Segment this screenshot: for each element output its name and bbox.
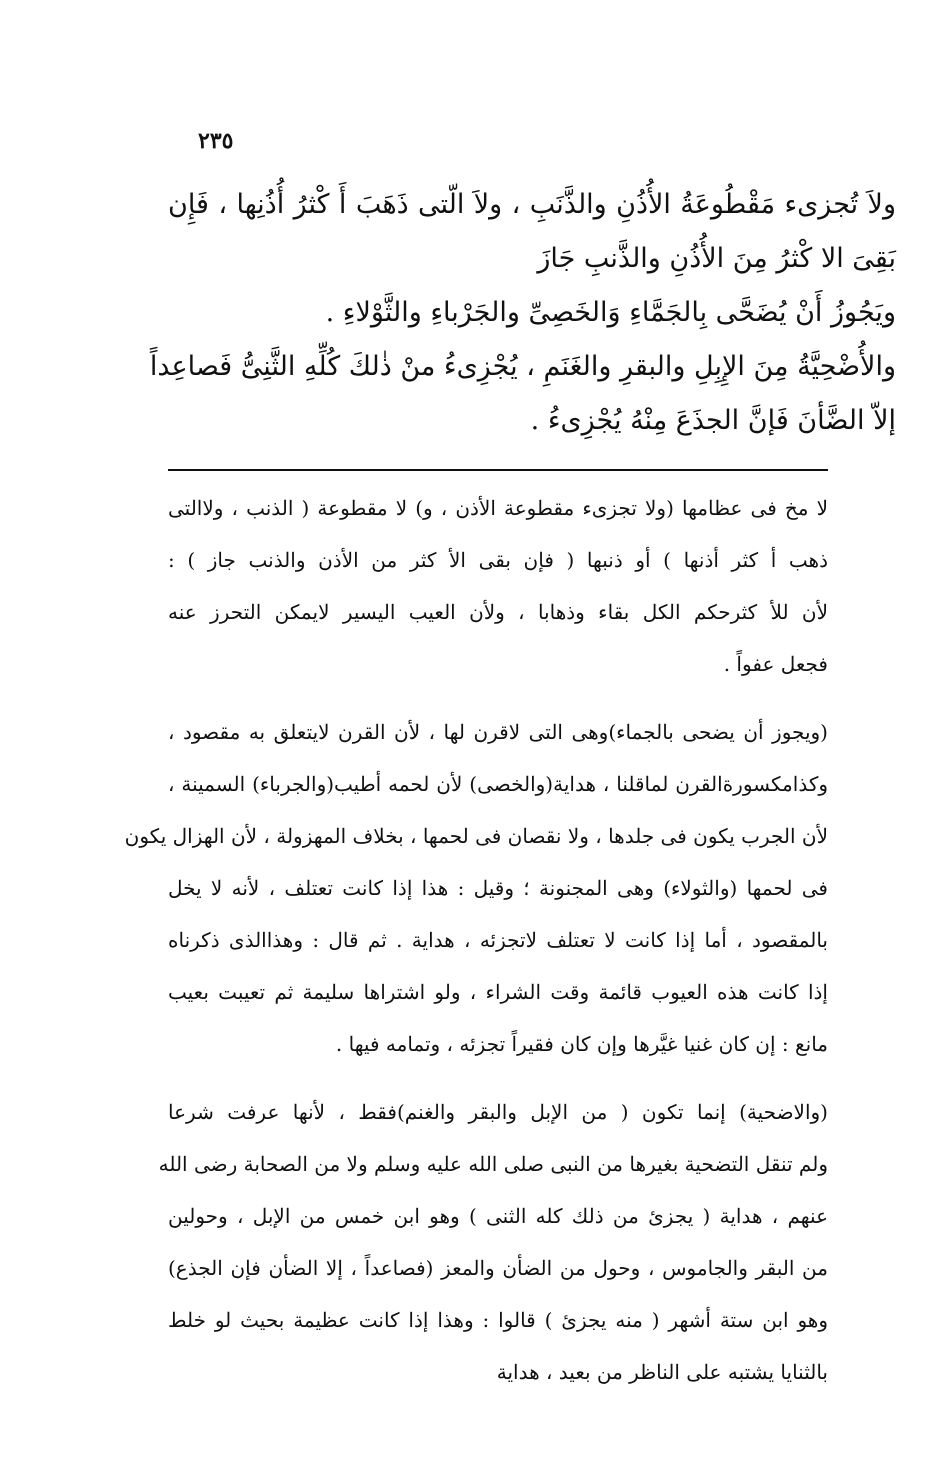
commentary-line: فى لحمها (والثولاء) وهى المجنونة ؛ وقيل : هذا إذا كانت تعتلف ، لأنه لا يخل [168, 876, 828, 900]
commentary-line: ذهب أ كثر أذنها ) أو ذنبها ( فإن بقى الأ كثر من الأذن والذنب جاز ) : [168, 548, 828, 572]
commentary-paragraph [158, 1086, 828, 1398]
commentary-line: من البقر والجاموس ، وحول من الضأن والمعز (فصاعداً ، إلا الضأن فإن الجذع) [168, 1256, 828, 1280]
commentary-line: ولم تنقل التضحية بغيرها من النبى صلى الله عليه وسلم ولا من الصحابة رضى الله [158, 1152, 828, 1176]
commentary-line: بالثنايا يشتبه على الناظر من بعيد ، هداية [496, 1360, 828, 1384]
commentary-line: (والاضحية) إنما تكون ( من الإبل والبقر والغنم)فقط ، لأنها عرفت شرعا [168, 1100, 828, 1124]
section-divider [168, 469, 828, 471]
commentary-block [124, 482, 828, 1398]
main-text-line: ويَجُوزُ أَنْ يُضَحَّى بِالجَمَّاءِ وَالخَصِىِّ والجَرْباءِ والثَّوْلاءِ . [325, 297, 896, 328]
commentary-line: بالمقصود ، أما إذا كانت لا تعتلف لاتجزئه ، هداية . ثم قال : وهذاالذى ذكرناه [168, 928, 828, 952]
main-text-line: إلاّ الضَّأنَ فَإنَّ الجذَعَ مِنْهُ يُجْزِىءُ . [530, 405, 896, 436]
main-text-line: ولاَ تُجزىء مَقْطُوعَةُ الأُذُنِ والذَّنَبِ ، ولاَ الّتى ذَهَبَ أَ كْثرُ أُذُنِها ، فَإِن [168, 189, 896, 220]
commentary-line: لا مخ فى عظامها (ولا تجزىء مقطوعة الأذن ، و) لا مقطوعة ( الذنب ، ولاالتى [168, 496, 828, 520]
commentary-line: إذا كانت هذه العيوب قائمة وقت الشراء ، ولو اشتراها سليمة ثم تعيبت بعيب [168, 980, 828, 1004]
commentary-line: (ويجوز أن يضحى بالجماء)وهى التى لاقرن لها ، لأن القرن لايتعلق به مقصود ، [168, 720, 828, 744]
commentary-paragraph [124, 706, 828, 1070]
main-text-line: بَقِىَ الا كْثرُ مِنَ الأُذُنِ والذَّنبِ جَازَ [537, 243, 896, 274]
paragraph-gap [168, 690, 828, 706]
commentary-line: عنهم ، هداية ( يجزئ من ذلك كله الثنى ) وهو ابن خمس من الإبل ، وحولين [168, 1204, 828, 1228]
commentary-line: وهو ابن ستة أشهر ( منه يجزئ ) قالوا : وهذا إذا كانت عظيمة بحيث لو خلط [168, 1308, 828, 1332]
commentary-line: مانع : إن كان غنيا غيَّرها وإن كان فقيراً تجزئه ، وتمامه فيها . [335, 1032, 828, 1056]
commentary-paragraph [168, 482, 828, 690]
main-text-block [149, 178, 896, 448]
commentary-line: وكذامكسورةالقرن لماقلنا ، هداية(والخصى) لأن لحمه أطيب(والجرباء) السمينة ، [168, 772, 828, 796]
commentary-line: فجعل عفواً . [723, 652, 828, 676]
page-number: ٢٣٥ [198, 128, 234, 154]
main-text-line: والأُضْحِيَّةُ مِنَ الإِبِلِ والبقرِ والغَنَمِ ، يُجْزِىءُ منْ ذٰلكَ كُلِّهِ الثَّنِىُّ فَصاعِداً [149, 351, 896, 382]
paragraph-gap [168, 1070, 828, 1086]
commentary-line: لأن الجرب يكون فى جلدها ، ولا نقصان فى لحمها ، بخلاف المهزولة ، لأن الهزال يكون [124, 824, 828, 848]
commentary-line: لأن للأ كثرحكم الكل بقاء وذهابا ، ولأن العيب اليسير لايمكن التحرز عنه [168, 600, 828, 624]
